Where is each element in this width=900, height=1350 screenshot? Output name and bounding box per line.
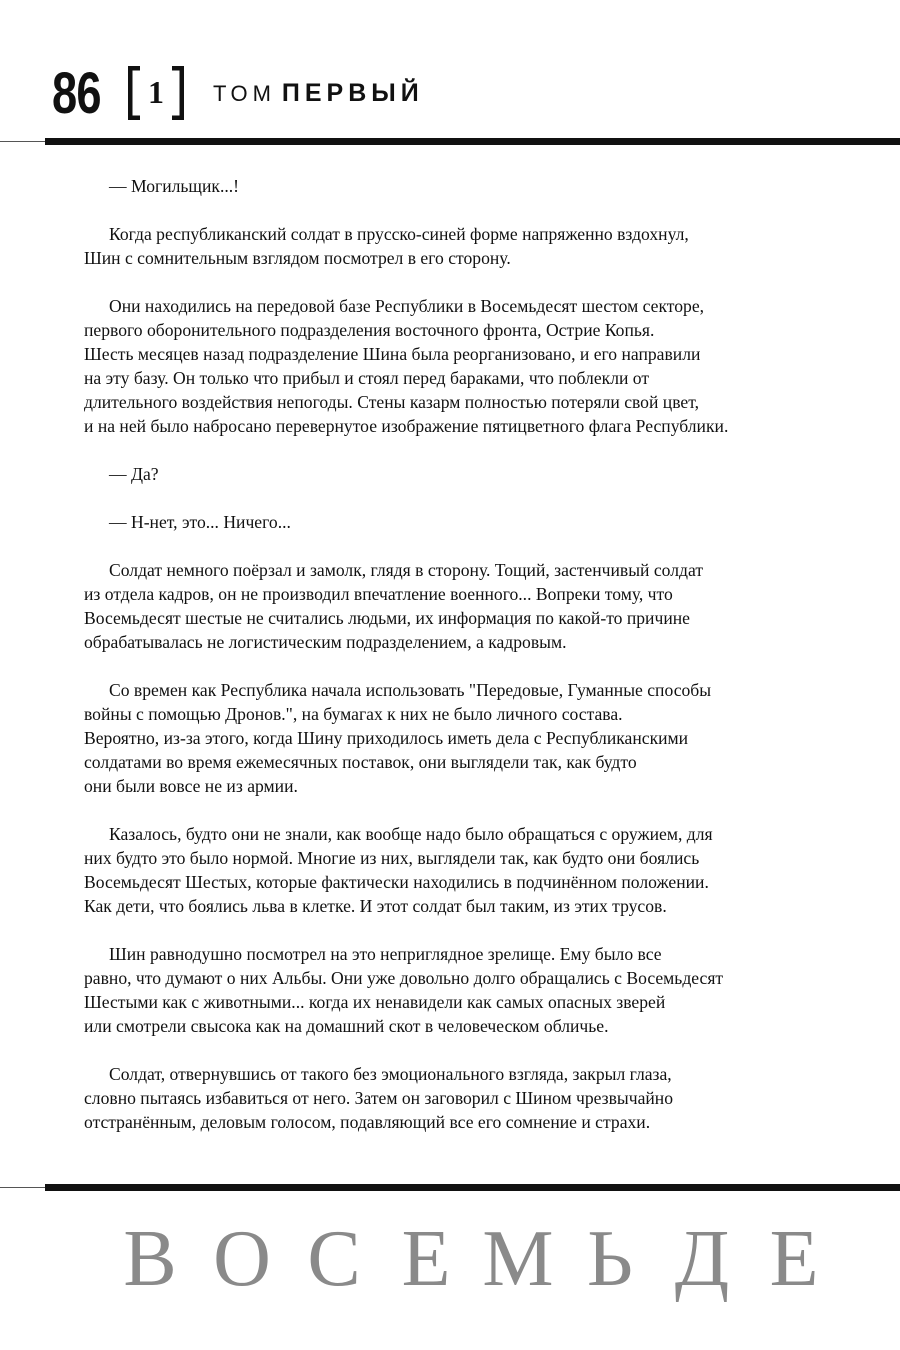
- footer-title-letter: О: [213, 1215, 271, 1303]
- page-number: 86: [52, 61, 101, 126]
- volume-ordinal: ПЕРВЫЙ: [281, 79, 424, 107]
- footer-thin-rule: [0, 1187, 46, 1188]
- paragraph: [84, 222, 844, 270]
- text-line: они были вовсе не из армии.: [84, 776, 298, 796]
- footer-title-letter: Е: [401, 1215, 451, 1303]
- text-line: словно пытаясь избавиться от него. Затем он заговорил с Шином чрезвычайно: [84, 1088, 674, 1108]
- text-line: Восемьдесят Шестых, которые фактически находились в подчинённом положении.: [84, 872, 709, 892]
- text-line: Они находились на передовой базе Республики в Восемьдесят шестом секторе,: [109, 296, 705, 316]
- text-line: равно, что думают о них Альбы. Они уже довольно долго обращались с Восемьдесят: [84, 968, 724, 988]
- footer-title-letter: Е: [769, 1215, 819, 1303]
- text-line: Восемьдесят шестые не считались людьми, их информация по какой-то причине: [84, 608, 690, 628]
- footer-title-letter: В: [123, 1215, 177, 1303]
- paragraph: [84, 678, 844, 798]
- paragraph: [84, 1062, 844, 1134]
- text-line: Шин с сомнительным взглядом посмотрел в его сторону.: [84, 248, 511, 268]
- paragraph: [84, 174, 844, 198]
- text-line: Со времен как Республика начала использовать "Передовые, Гуманные способы: [109, 680, 712, 700]
- text-line: Шестыми как с животными... когда их ненавидели как самых опасных зверей: [84, 992, 666, 1012]
- text-line: Шесть месяцев назад подразделение Шина была реорганизовано, и его направили: [84, 344, 701, 364]
- text-line: войны с помощью Дронов.", на бумагах к них не было личного состава.: [84, 704, 623, 724]
- volume-label: [213, 78, 424, 109]
- body-text: [84, 174, 844, 1158]
- volume-word: ТОМ: [213, 81, 276, 106]
- text-line: или смотрели свысока как на домашний скот в человеческом обличье.: [84, 1016, 609, 1036]
- footer-title-letter: М: [482, 1215, 554, 1303]
- text-line: Когда республиканский солдат в прусско-синей форме напряженно вздохнул,: [109, 224, 689, 244]
- text-line: — Н-нет, это... Ничего...: [109, 512, 291, 532]
- text-line: солдатами во время ежемесячных поставок, они выглядели так, как будто: [84, 752, 637, 772]
- footer-thick-rule: [45, 1184, 900, 1191]
- paragraph: [84, 510, 844, 534]
- header-thin-rule: [0, 141, 46, 142]
- text-line: и на ней было набросано перевернутое изображение пятицветного флага Республики.: [84, 416, 729, 436]
- paragraph: [84, 942, 844, 1038]
- text-line: Солдат немного поёрзал и замолк, глядя в сторону. Тощий, застенчивый солдат: [109, 560, 704, 580]
- text-line: из отдела кадров, он не производил впечатление военного... Вопреки тому, что: [84, 584, 673, 604]
- header-thick-rule: [45, 138, 900, 145]
- text-line: — Да?: [109, 464, 159, 484]
- paragraph: [84, 294, 844, 438]
- text-line: на эту базу. Он только что прибыл и стоял перед бараками, что поблекли от: [84, 368, 650, 388]
- text-line: отстранённым, деловым голосом, подавляющий все его сомнение и страхи.: [84, 1112, 651, 1132]
- text-line: Солдат, отвернувшись от такого без эмоционального взгляда, закрыл глаза,: [109, 1064, 672, 1084]
- text-line: Вероятно, из-за этого, когда Шину приходилось иметь дела с Республиканскими: [84, 728, 689, 748]
- paragraph: [84, 558, 844, 654]
- text-line: Казалось, будто они не знали, как вообще надо было обращаться с оружием, для: [109, 824, 713, 844]
- paragraph: [84, 822, 844, 918]
- page-header: [0, 0, 900, 150]
- footer-title-letter: Ь: [587, 1215, 633, 1303]
- footer-title-letter: Д: [674, 1215, 730, 1303]
- text-line: них будто это было нормой. Многие из них, выглядели так, как будто они боялись: [84, 848, 700, 868]
- text-line: Как дети, что боялись льва в клетке. И этот солдат был таким, из этих трусов.: [84, 896, 667, 916]
- text-line: обрабатывалась не логистическим подразделением, а кадровым.: [84, 632, 567, 652]
- text-line: первого оборонительного подразделения восточного фронта, Острие Копья.: [84, 320, 655, 340]
- volume-number: 1: [148, 74, 164, 110]
- paragraph: [84, 462, 844, 486]
- text-line: длительного воздействия непогоды. Стены казарм полностью потеряли свой цвет,: [84, 392, 699, 412]
- text-line: — Могильщик...!: [109, 176, 239, 196]
- text-line: Шин равнодушно посмотрел на это неприглядное зрелище. Ему было все: [109, 944, 662, 964]
- footer-title-letter: С: [307, 1215, 361, 1303]
- footer-series-title: [104, 1214, 900, 1304]
